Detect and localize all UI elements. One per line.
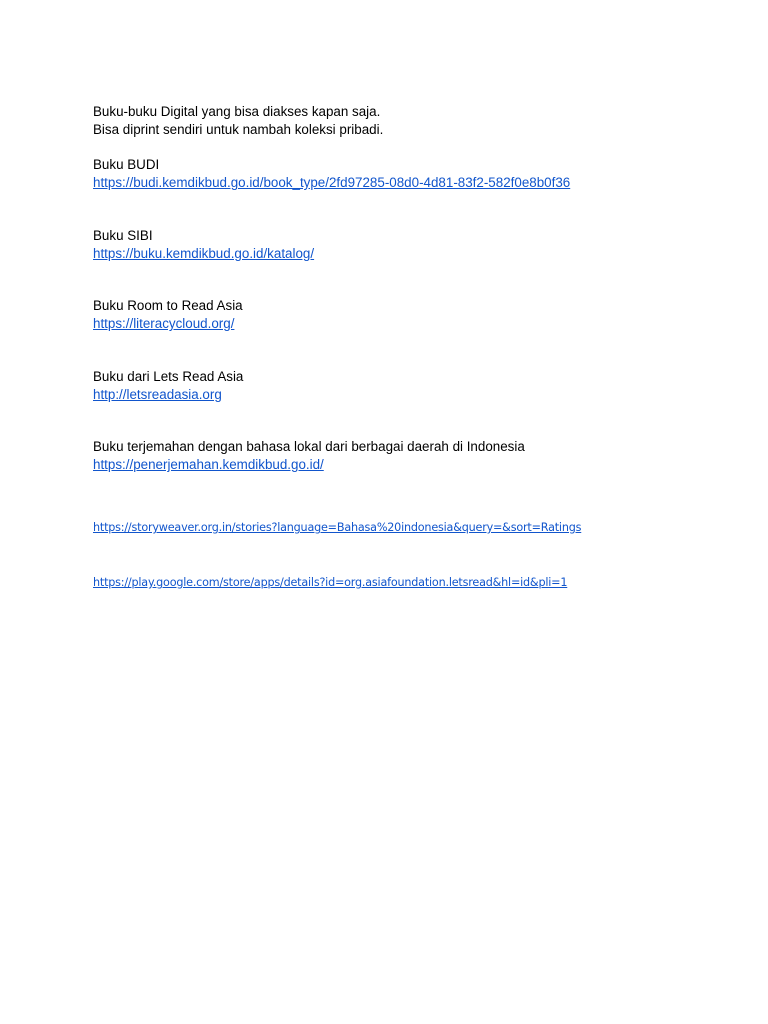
entry-title-lets-read: Buku dari Lets Read Asia xyxy=(93,369,244,384)
entry-link-sibi[interactable]: https://buku.kemdikbud.go.id/katalog/ xyxy=(93,246,315,261)
entry-title-sibi: Buku SIBI xyxy=(93,228,153,243)
intro-line-2: Bisa diprint sendiri untuk nambah koleksi pribadi. xyxy=(93,122,384,137)
entry-link-room-to-read[interactable]: https://literacycloud.org/ xyxy=(93,316,235,331)
intro-line-1: Buku-buku Digital yang bisa diakses kapan saja. xyxy=(93,104,381,119)
entry-link-lets-read[interactable]: http://letsreadasia.org xyxy=(93,387,222,402)
entry-title-budi: Buku BUDI xyxy=(93,157,160,172)
entry-link-budi[interactable]: https://budi.kemdikbud.go.id/book_type/2fd97285-08d0-4d81-83f2-582f0e8b0f36 xyxy=(93,175,571,190)
entry-link-penerjemahan[interactable]: https://penerjemahan.kemdikbud.go.id/ xyxy=(93,457,324,472)
storyweaver-link[interactable]: https://storyweaver.org.in/stories?language=Bahasa%20indonesia&query=&sort=Ratings xyxy=(93,521,582,534)
play-store-link[interactable]: https://play.google.com/store/apps/details?id=org.asiafoundation.letsread&hl=id&pli=1 xyxy=(93,576,568,589)
entry-title-room-to-read: Buku Room to Read Asia xyxy=(93,298,243,313)
entry-title-penerjemahan: Buku terjemahan dengan bahasa lokal dari berbagai daerah di Indonesia xyxy=(93,439,525,454)
